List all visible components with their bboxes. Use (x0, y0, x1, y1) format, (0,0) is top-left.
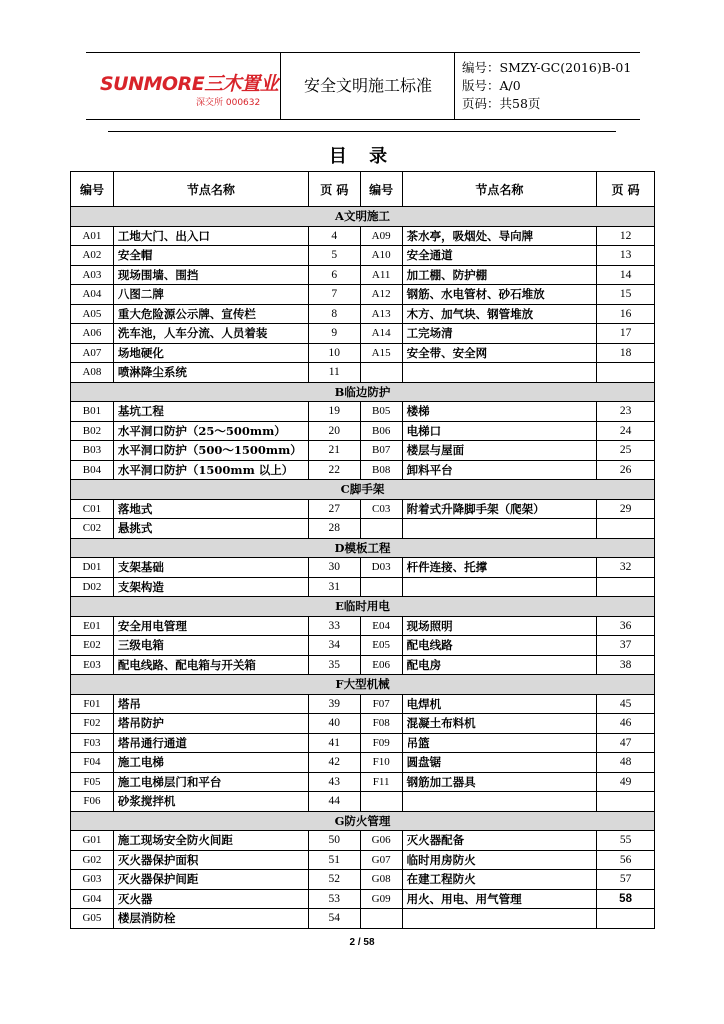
item-code: A13 (360, 304, 402, 324)
item-page: 41 (308, 733, 360, 753)
toc-row (71, 636, 655, 656)
col-header-code: 编号 (360, 172, 402, 207)
item-code: A12 (360, 285, 402, 305)
item-code (360, 519, 402, 539)
item-page (597, 909, 655, 929)
item-name (402, 363, 597, 383)
item-page: 18 (597, 343, 655, 363)
item-name: 电焊机 (402, 694, 597, 714)
item-code: F08 (360, 714, 402, 734)
item-page (597, 519, 655, 539)
item-page: 4 (308, 226, 360, 246)
doc-page-count: 页码：共58页 (462, 96, 541, 111)
toc-header-row (71, 172, 655, 207)
item-page: 55 (597, 831, 655, 851)
item-page: 5 (308, 246, 360, 266)
item-page: 24 (597, 421, 655, 441)
item-name: 工完场清 (402, 324, 597, 344)
item-code (360, 363, 402, 383)
toc-table (70, 171, 655, 929)
item-code: A10 (360, 246, 402, 266)
section-row (71, 538, 655, 558)
item-name: 安全通道 (402, 246, 597, 266)
item-name: 木方、加气块、钢管堆放 (402, 304, 597, 324)
item-code: G09 (360, 889, 402, 909)
item-name: 水平洞口防护（1500mm 以上） (113, 460, 308, 480)
header-rule (108, 131, 616, 132)
item-name: 混凝土布料机 (402, 714, 597, 734)
item-code: B02 (71, 421, 114, 441)
logo-brand: SUNMORE三木置业 (100, 73, 279, 95)
item-name: 塔吊通行通道 (113, 733, 308, 753)
item-code: F03 (71, 733, 114, 753)
item-name (402, 792, 597, 812)
company-logo (96, 65, 279, 109)
item-name: 八图二牌 (113, 285, 308, 305)
item-page: 40 (308, 714, 360, 734)
document-title: 安全文明施工标准 (303, 76, 432, 95)
section-title: B临边防护 (71, 382, 655, 402)
header-divider (454, 53, 455, 119)
item-page: 50 (308, 831, 360, 851)
toc-row (71, 499, 655, 519)
item-page: 17 (597, 324, 655, 344)
section-title: D模板工程 (71, 538, 655, 558)
item-page: 20 (308, 421, 360, 441)
item-page: 35 (308, 655, 360, 675)
item-name: 施工电梯 (113, 753, 308, 773)
item-code: A15 (360, 343, 402, 363)
toc-row (71, 792, 655, 812)
item-code: E01 (71, 616, 114, 636)
toc-row (71, 402, 655, 422)
item-page: 34 (308, 636, 360, 656)
item-page: 27 (308, 499, 360, 519)
item-name: 现场照明 (402, 616, 597, 636)
doc-version: 版号：A/0 (462, 78, 521, 93)
item-page: 37 (597, 636, 655, 656)
item-name: 楼层消防栓 (113, 909, 308, 929)
item-code: A08 (71, 363, 114, 383)
item-name: 水平洞口防护（500～1500mm） (113, 441, 308, 461)
item-page: 54 (308, 909, 360, 929)
item-code: G08 (360, 870, 402, 890)
item-code: E02 (71, 636, 114, 656)
item-page (597, 363, 655, 383)
section-row (71, 480, 655, 500)
toc-row (71, 733, 655, 753)
item-code: A14 (360, 324, 402, 344)
item-code: D02 (71, 577, 114, 597)
item-name: 配电线路、配电箱与开关箱 (113, 655, 308, 675)
item-code: B05 (360, 402, 402, 422)
item-page (597, 792, 655, 812)
item-page: 9 (308, 324, 360, 344)
item-page: 26 (597, 460, 655, 480)
item-name: 工地大门、出入口 (113, 226, 308, 246)
toc-row (71, 577, 655, 597)
toc-row (71, 421, 655, 441)
item-name: 落地式 (113, 499, 308, 519)
item-page: 43 (308, 772, 360, 792)
toc-row (71, 909, 655, 929)
item-page: 47 (597, 733, 655, 753)
item-code: F04 (71, 753, 114, 773)
item-code: G01 (71, 831, 114, 851)
item-code: A09 (360, 226, 402, 246)
item-code: F01 (71, 694, 114, 714)
item-page: 58 (597, 889, 655, 909)
item-code: B08 (360, 460, 402, 480)
section-title: A文明施工 (71, 207, 655, 227)
item-name: 圆盘锯 (402, 753, 597, 773)
item-page: 22 (308, 460, 360, 480)
item-code: F06 (71, 792, 114, 812)
item-name: 灭火器 (113, 889, 308, 909)
item-page: 12 (597, 226, 655, 246)
item-page: 32 (597, 558, 655, 578)
item-code: F02 (71, 714, 114, 734)
toc-row (71, 850, 655, 870)
item-code (360, 577, 402, 597)
item-page: 49 (597, 772, 655, 792)
section-title: G防火管理 (71, 811, 655, 831)
item-code: G07 (360, 850, 402, 870)
item-page: 21 (308, 441, 360, 461)
item-name: 支架基础 (113, 558, 308, 578)
item-page: 31 (308, 577, 360, 597)
col-header-code: 编号 (71, 172, 114, 207)
item-page: 29 (597, 499, 655, 519)
item-code: C02 (71, 519, 114, 539)
item-code: B03 (71, 441, 114, 461)
item-name: 灭火器配备 (402, 831, 597, 851)
toc-row (71, 304, 655, 324)
item-page: 15 (597, 285, 655, 305)
item-code: C01 (71, 499, 114, 519)
item-name: 洗车池，人车分流、人员着装 (113, 324, 308, 344)
item-name: 钢筋、水电管材、砂石堆放 (402, 285, 597, 305)
item-page: 14 (597, 265, 655, 285)
toc-row (71, 441, 655, 461)
item-code: A04 (71, 285, 114, 305)
section-title: C脚手架 (71, 480, 655, 500)
item-name: 现场围墙、围挡 (113, 265, 308, 285)
item-code: A02 (71, 246, 114, 266)
item-name: 安全用电管理 (113, 616, 308, 636)
item-code: A03 (71, 265, 114, 285)
item-name: 悬挑式 (113, 519, 308, 539)
item-code: F05 (71, 772, 114, 792)
item-code: E03 (71, 655, 114, 675)
item-name: 灭火器保护面积 (113, 850, 308, 870)
item-code: A06 (71, 324, 114, 344)
col-header-page: 页 码 (308, 172, 360, 207)
item-code: E06 (360, 655, 402, 675)
item-name: 在建工程防火 (402, 870, 597, 890)
item-page: 53 (308, 889, 360, 909)
item-page: 8 (308, 304, 360, 324)
item-name: 楼梯 (402, 402, 597, 422)
toc-row (71, 655, 655, 675)
item-name: 水平洞口防护（25～500mm） (113, 421, 308, 441)
logo-subtitle: 深交所 000632 (196, 98, 261, 108)
item-code: D03 (360, 558, 402, 578)
col-header-name: 节点名称 (402, 172, 597, 207)
item-code: C03 (360, 499, 402, 519)
item-name: 配电线路 (402, 636, 597, 656)
section-row (71, 207, 655, 227)
item-name: 加工棚、防护棚 (402, 265, 597, 285)
item-page: 6 (308, 265, 360, 285)
col-header-name: 节点名称 (113, 172, 308, 207)
item-page: 7 (308, 285, 360, 305)
item-name: 配电房 (402, 655, 597, 675)
item-page: 36 (597, 616, 655, 636)
item-name: 支架构造 (113, 577, 308, 597)
item-name: 吊篮 (402, 733, 597, 753)
item-code: G05 (71, 909, 114, 929)
toc-row (71, 870, 655, 890)
section-title: F大型机械 (71, 675, 655, 695)
item-code: E04 (360, 616, 402, 636)
toc-row (71, 460, 655, 480)
item-name (402, 909, 597, 929)
toc-row (71, 889, 655, 909)
toc-row (71, 285, 655, 305)
section-row (71, 811, 655, 831)
item-name: 喷淋降尘系统 (113, 363, 308, 383)
item-page: 33 (308, 616, 360, 636)
item-name: 塔吊防护 (113, 714, 308, 734)
item-page: 52 (308, 870, 360, 890)
toc-row (71, 772, 655, 792)
item-name (402, 577, 597, 597)
item-page: 23 (597, 402, 655, 422)
item-name: 卸料平台 (402, 460, 597, 480)
item-page: 11 (308, 363, 360, 383)
item-page (597, 577, 655, 597)
item-name: 砂浆搅拌机 (113, 792, 308, 812)
toc-row (71, 714, 655, 734)
header-divider (280, 53, 281, 119)
item-name: 基坑工程 (113, 402, 308, 422)
item-code: G04 (71, 889, 114, 909)
toc-row (71, 324, 655, 344)
item-code: A07 (71, 343, 114, 363)
item-page: 51 (308, 850, 360, 870)
item-name: 临时用房防火 (402, 850, 597, 870)
item-name: 施工现场安全防火间距 (113, 831, 308, 851)
item-code: G03 (71, 870, 114, 890)
toc-body (71, 207, 655, 929)
toc-row (71, 265, 655, 285)
item-code: F10 (360, 753, 402, 773)
item-page: 19 (308, 402, 360, 422)
item-page: 45 (597, 694, 655, 714)
col-header-page: 页 码 (597, 172, 655, 207)
item-page: 48 (597, 753, 655, 773)
page-footer: 2 / 58 (349, 937, 375, 948)
item-page: 13 (597, 246, 655, 266)
item-name: 茶水亭，吸烟处、导向牌 (402, 226, 597, 246)
item-page: 16 (597, 304, 655, 324)
item-page: 42 (308, 753, 360, 773)
item-code: F09 (360, 733, 402, 753)
item-code: D01 (71, 558, 114, 578)
item-code (360, 909, 402, 929)
item-code: A01 (71, 226, 114, 246)
item-page: 38 (597, 655, 655, 675)
item-page: 25 (597, 441, 655, 461)
toc-row (71, 831, 655, 851)
item-page: 28 (308, 519, 360, 539)
item-name: 电梯口 (402, 421, 597, 441)
item-name: 杆件连接、托撑 (402, 558, 597, 578)
toc-row (71, 753, 655, 773)
section-title: E临时用电 (71, 597, 655, 617)
toc-row (71, 519, 655, 539)
item-name: 灭火器保护间距 (113, 870, 308, 890)
toc-row (71, 558, 655, 578)
section-row (71, 382, 655, 402)
item-code: A05 (71, 304, 114, 324)
toc-row (71, 246, 655, 266)
item-name: 施工电梯层门和平台 (113, 772, 308, 792)
item-name: 安全带、安全网 (402, 343, 597, 363)
item-code (360, 792, 402, 812)
item-name: 附着式升降脚手架（爬架） (402, 499, 597, 519)
item-name: 楼层与屋面 (402, 441, 597, 461)
toc-title: 目 录 (328, 146, 396, 167)
item-name (402, 519, 597, 539)
item-code: A11 (360, 265, 402, 285)
item-code: B01 (71, 402, 114, 422)
item-code: B06 (360, 421, 402, 441)
item-page: 10 (308, 343, 360, 363)
item-name: 重大危险源公示牌、宣传栏 (113, 304, 308, 324)
section-row (71, 675, 655, 695)
item-page: 39 (308, 694, 360, 714)
item-name: 安全帽 (113, 246, 308, 266)
item-page: 44 (308, 792, 360, 812)
toc-row (71, 226, 655, 246)
item-name: 塔吊 (113, 694, 308, 714)
item-code: G06 (360, 831, 402, 851)
page-header (86, 52, 640, 120)
item-page: 30 (308, 558, 360, 578)
item-name: 钢筋加工器具 (402, 772, 597, 792)
toc-row (71, 343, 655, 363)
toc-row (71, 363, 655, 383)
item-code: F11 (360, 772, 402, 792)
item-page: 56 (597, 850, 655, 870)
item-code: F07 (360, 694, 402, 714)
item-code: E05 (360, 636, 402, 656)
item-name: 用火、用电、用气管理 (402, 889, 597, 909)
item-code: B04 (71, 460, 114, 480)
item-page: 46 (597, 714, 655, 734)
doc-number: 编号：SMZY-GC(2016)B-01 (462, 60, 632, 75)
item-page: 57 (597, 870, 655, 890)
item-code: G02 (71, 850, 114, 870)
section-row (71, 597, 655, 617)
item-name: 场地硬化 (113, 343, 308, 363)
toc-row (71, 694, 655, 714)
document-meta (462, 59, 631, 113)
toc-row (71, 616, 655, 636)
item-code: B07 (360, 441, 402, 461)
item-name: 三级电箱 (113, 636, 308, 656)
